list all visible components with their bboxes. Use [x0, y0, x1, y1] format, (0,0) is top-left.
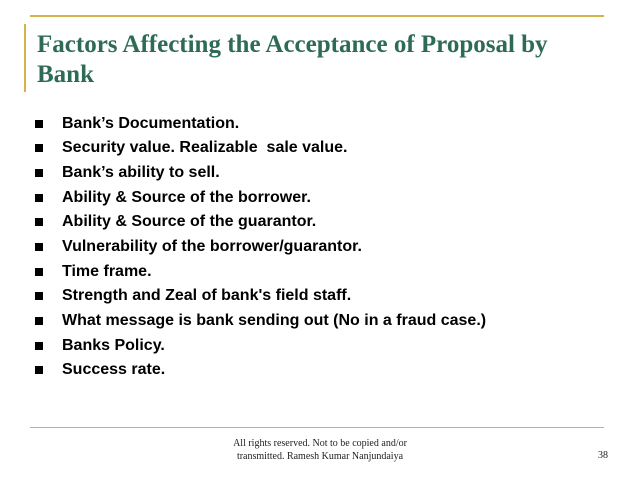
list-item — [35, 311, 486, 332]
bullet-text: Security value. Realizable sale value. — [62, 139, 348, 157]
footer-line-1: All rights reserved. Not to be copied and/or — [233, 438, 407, 449]
left-accent-rule — [24, 24, 26, 92]
footer-line-2: transmitted. Ramesh Kumar Nanjundaiya — [236, 451, 404, 462]
list-item — [35, 286, 486, 307]
bottom-rule — [30, 427, 604, 428]
bullet-text: Ability & Source of the guarantor. — [62, 213, 317, 231]
square-bullet-icon — [35, 292, 43, 300]
square-bullet-icon — [35, 169, 43, 177]
bullet-text: Bank’s Documentation. — [62, 114, 240, 132]
list-item — [35, 261, 486, 282]
list-item — [35, 360, 486, 381]
list-item — [35, 162, 486, 183]
square-bullet-icon — [35, 120, 43, 128]
list-item — [35, 113, 486, 134]
list-item — [35, 138, 486, 159]
square-bullet-icon — [35, 194, 43, 202]
list-item — [35, 236, 486, 257]
square-bullet-icon — [35, 144, 43, 152]
list-item — [35, 187, 486, 208]
square-bullet-icon — [35, 243, 43, 251]
bullet-text: Ability & Source of the borrower. — [62, 188, 311, 206]
list-item — [35, 335, 486, 356]
bullet-text: What message is bank sending out (No in a fraud case.) — [62, 312, 487, 329]
square-bullet-icon — [35, 342, 43, 350]
square-bullet-icon — [35, 268, 43, 276]
slide-title: Factors Affecting the Acceptance of Proposal by Bank — [37, 31, 548, 88]
square-bullet-icon — [35, 366, 43, 374]
page-number: 38 — [598, 450, 608, 461]
bullet-list — [35, 113, 486, 385]
list-item — [35, 212, 486, 233]
footer-copyright — [210, 437, 430, 463]
bullet-text: Success rate. — [62, 361, 166, 379]
square-bullet-icon — [35, 218, 43, 226]
bullet-text: Bank’s ability to sell. — [62, 163, 220, 181]
top-rule — [30, 15, 604, 17]
bullet-text: Time frame. — [62, 262, 152, 280]
bullet-text: Banks Policy. — [62, 336, 165, 354]
bullet-text: Strength and Zeal of bank's field staff. — [62, 287, 352, 305]
square-bullet-icon — [35, 317, 43, 325]
bullet-text: Vulnerability of the borrower/guarantor. — [62, 237, 362, 255]
